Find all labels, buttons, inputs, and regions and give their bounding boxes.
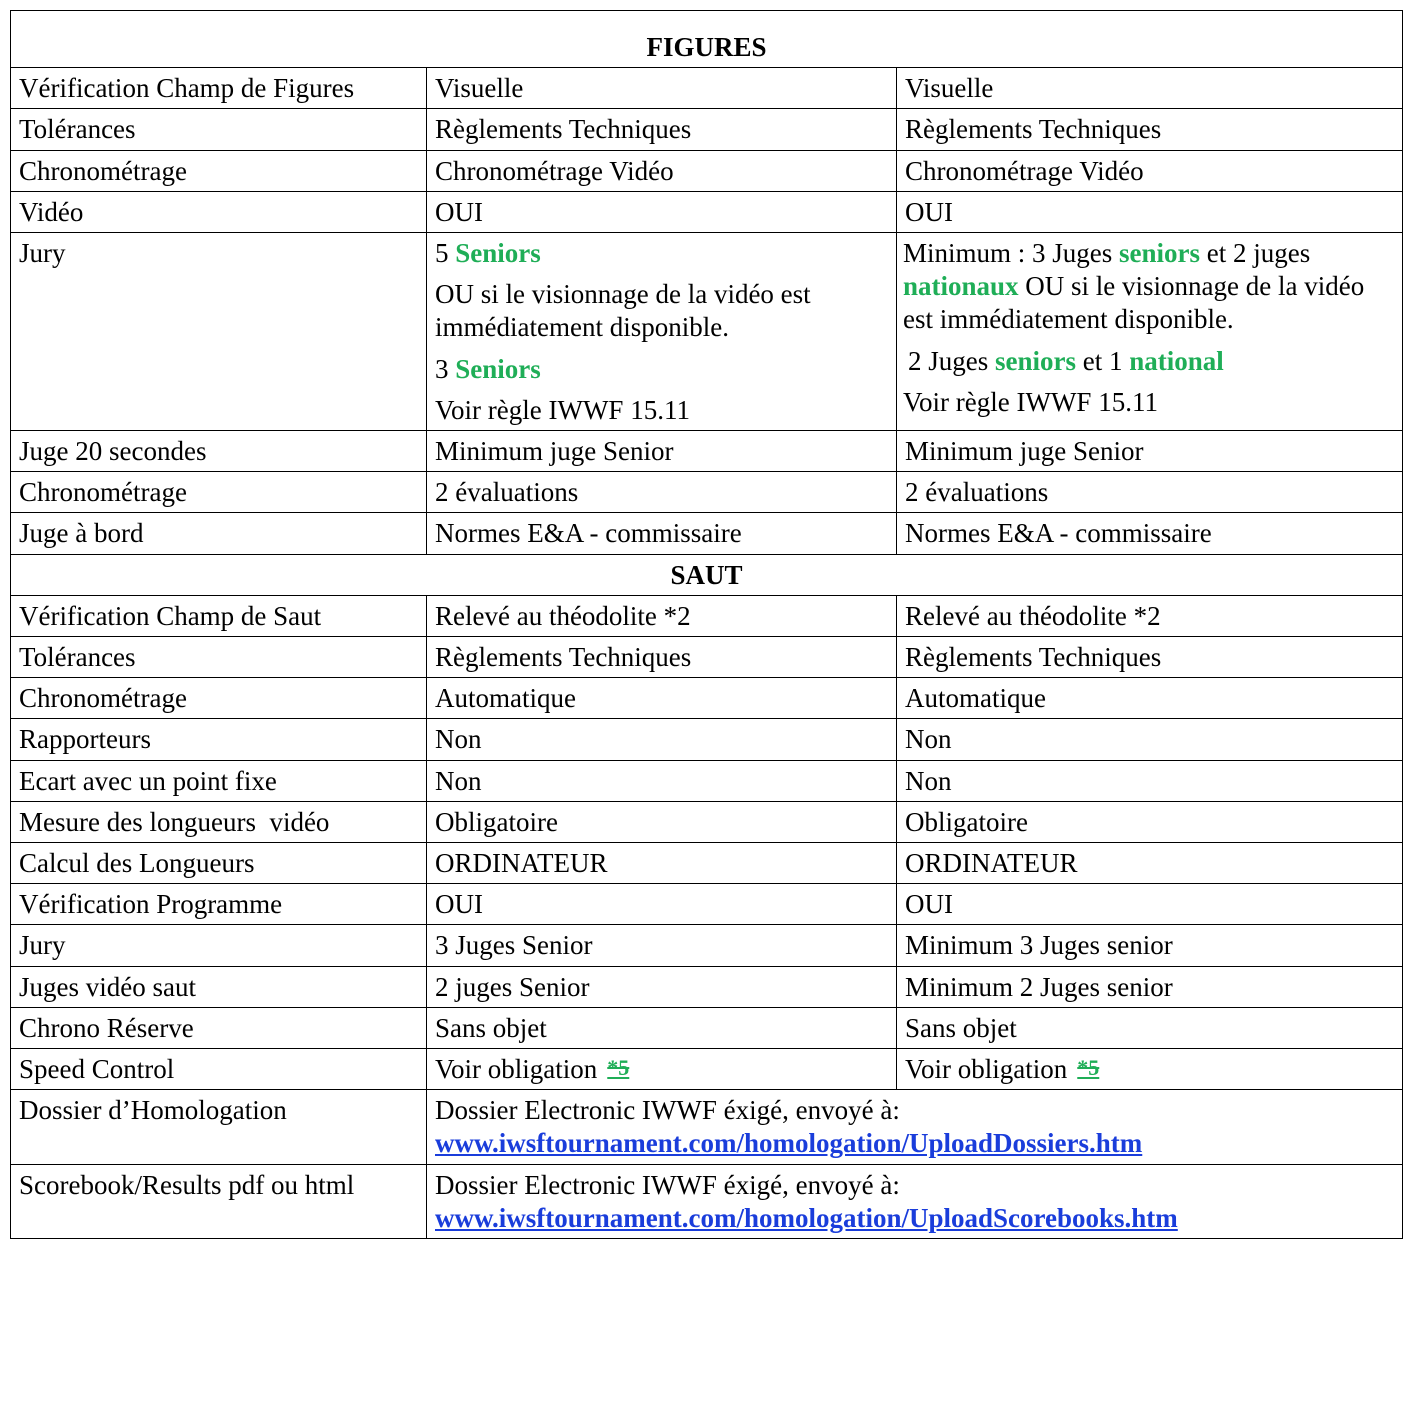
table-row-dossier (11, 1090, 1403, 1164)
cell-value: OUI (427, 884, 897, 925)
table-row (11, 801, 1403, 842)
cell-value: Chronométrage Vidéo (897, 150, 1403, 191)
row-label: Vidéo (11, 191, 427, 232)
row-label: Dossier d’Homologation (11, 1090, 427, 1164)
cell-value: 2 évaluations (427, 472, 897, 513)
table-row (11, 678, 1403, 719)
text-run: 2 Juges (908, 345, 995, 376)
cell-value: Non (427, 760, 897, 801)
cell-value: Visuelle (427, 68, 897, 109)
row-label: Juges vidéo saut (11, 966, 427, 1007)
table-row (11, 884, 1403, 925)
cell-value: ORDINATEUR (427, 843, 897, 884)
row-label: Jury (11, 925, 427, 966)
jury-alternative-text (903, 345, 1394, 378)
row-label: Chronométrage (11, 472, 427, 513)
table-row (11, 150, 1403, 191)
cell-value: ORDINATEUR (897, 843, 1403, 884)
table-row (11, 595, 1403, 636)
text-run: et 2 juges (1200, 238, 1311, 269)
row-label: Vérification Programme (11, 884, 427, 925)
table-row (11, 1007, 1403, 1048)
speed-obligation-text: Voir obligation (435, 1054, 598, 1085)
jury-minimum-text (903, 237, 1394, 337)
footnote-link[interactable]: *5 (1077, 1055, 1100, 1081)
upload-scorebooks-link[interactable]: www.iwsftournament.com/homologation/UploadScorebooks.htm (435, 1202, 1178, 1233)
jury-grade: seniors (1119, 238, 1201, 269)
table-row (11, 472, 1403, 513)
text-run: et 1 (1076, 345, 1130, 376)
jury-line (435, 237, 888, 270)
jury-requirements-col2 (427, 233, 897, 431)
cell-value: 2 juges Senior (427, 966, 897, 1007)
text-run: OU si le visionnage de la vidéo est immédiatement disponible. (903, 271, 1365, 335)
speed-obligation-text: Voir obligation (905, 1054, 1068, 1085)
table-row (11, 513, 1403, 554)
row-label: Mesure des longueurs vidéo (11, 801, 427, 842)
cell-value: Non (897, 719, 1403, 760)
cell-value: Normes E&A - commissaire (897, 513, 1403, 554)
cell-value: Visuelle (897, 68, 1403, 109)
cell-value: 3 Juges Senior (427, 925, 897, 966)
row-label: Chrono Réserve (11, 1007, 427, 1048)
table-row (11, 843, 1403, 884)
cell-value: Automatique (427, 678, 897, 719)
scorebook-text: Dossier Electronic IWWF éxigé, envoyé à: (435, 1169, 900, 1200)
dossier-text: Dossier Electronic IWWF éxigé, envoyé à: (435, 1095, 900, 1126)
cell-value: Non (897, 760, 1403, 801)
cell-value: Minimum juge Senior (897, 431, 1403, 472)
cell-value: Règlements Techniques (427, 109, 897, 150)
cell-value: Minimum 3 Juges senior (897, 925, 1403, 966)
cell-value: Relevé au théodolite *2 (897, 595, 1403, 636)
table-row (11, 760, 1403, 801)
cell-value: Relevé au théodolite *2 (427, 595, 897, 636)
table-row (11, 109, 1403, 150)
text-run: Minimum : 3 Juges (903, 238, 1120, 269)
cell-value: Sans objet (427, 1007, 897, 1048)
cell-value: OUI (897, 191, 1403, 232)
jury-rule-reference: Voir règle IWWF 15.11 (435, 394, 690, 425)
cell-value: OUI (427, 191, 897, 232)
row-label: Vérification Champ de Saut (11, 595, 427, 636)
cell-value: 2 évaluations (897, 472, 1403, 513)
section-header-saut (11, 554, 1403, 595)
cell-value: Sans objet (897, 1007, 1403, 1048)
jury-grade: seniors (995, 345, 1076, 376)
cell-value: Obligatoire (427, 801, 897, 842)
jury-rule-reference: Voir règle IWWF 15.11 (903, 386, 1158, 417)
table-row (11, 637, 1403, 678)
scorebook-cell (427, 1164, 1403, 1238)
footnote-link[interactable]: *5 (607, 1055, 630, 1081)
section-title: SAUT (11, 554, 1403, 595)
row-label: Ecart avec un point fixe (11, 760, 427, 801)
table-row-scorebook (11, 1164, 1403, 1238)
row-label: Scorebook/Results pdf ou html (11, 1164, 427, 1238)
jury-line (435, 353, 888, 386)
dossier-cell (427, 1090, 1403, 1164)
row-label: Tolérances (11, 637, 427, 678)
jury-count: 3 (435, 353, 456, 384)
row-label: Tolérances (11, 109, 427, 150)
row-label: Juge 20 secondes (11, 431, 427, 472)
row-label: Chronométrage (11, 150, 427, 191)
row-label: Chronométrage (11, 678, 427, 719)
jury-condition: OU si le visionnage de la vidéo est immédiatement disponible. (435, 279, 811, 343)
jury-grade: Seniors (455, 238, 541, 269)
cell-value: Minimum juge Senior (427, 431, 897, 472)
cell-value (897, 1049, 1403, 1090)
section-title: FIGURES (11, 11, 1403, 68)
cell-value: Obligatoire (897, 801, 1403, 842)
cell-value: Normes E&A - commissaire (427, 513, 897, 554)
cell-value: Règlements Techniques (897, 109, 1403, 150)
requirements-table (10, 10, 1403, 1239)
jury-grade: Seniors (455, 353, 541, 384)
cell-value: Automatique (897, 678, 1403, 719)
table-row (11, 68, 1403, 109)
row-label: Rapporteurs (11, 719, 427, 760)
jury-grade: national (1129, 345, 1224, 376)
cell-value: Règlements Techniques (427, 637, 897, 678)
table-row-speed-control (11, 1049, 1403, 1090)
row-label: Speed Control (11, 1049, 427, 1090)
cell-value: Chronométrage Vidéo (427, 150, 897, 191)
section-header-figures (11, 11, 1403, 68)
row-label: Juge à bord (11, 513, 427, 554)
table-row (11, 191, 1403, 232)
table-row (11, 966, 1403, 1007)
cell-value (427, 1049, 897, 1090)
jury-grade: nationaux (903, 271, 1019, 302)
cell-value: OUI (897, 884, 1403, 925)
table-row (11, 719, 1403, 760)
table-row-jury (11, 233, 1403, 431)
jury-count: 5 (435, 238, 456, 269)
table-row (11, 925, 1403, 966)
cell-value: Règlements Techniques (897, 637, 1403, 678)
row-label: Jury (11, 233, 427, 431)
jury-requirements-col3 (897, 233, 1403, 431)
cell-value: Minimum 2 Juges senior (897, 966, 1403, 1007)
row-label: Calcul des Longueurs (11, 843, 427, 884)
upload-dossiers-link[interactable]: www.iwsftournament.com/homologation/UploadDossiers.htm (435, 1128, 1143, 1159)
row-label: Vérification Champ de Figures (11, 68, 427, 109)
table-row (11, 431, 1403, 472)
cell-value: Non (427, 719, 897, 760)
